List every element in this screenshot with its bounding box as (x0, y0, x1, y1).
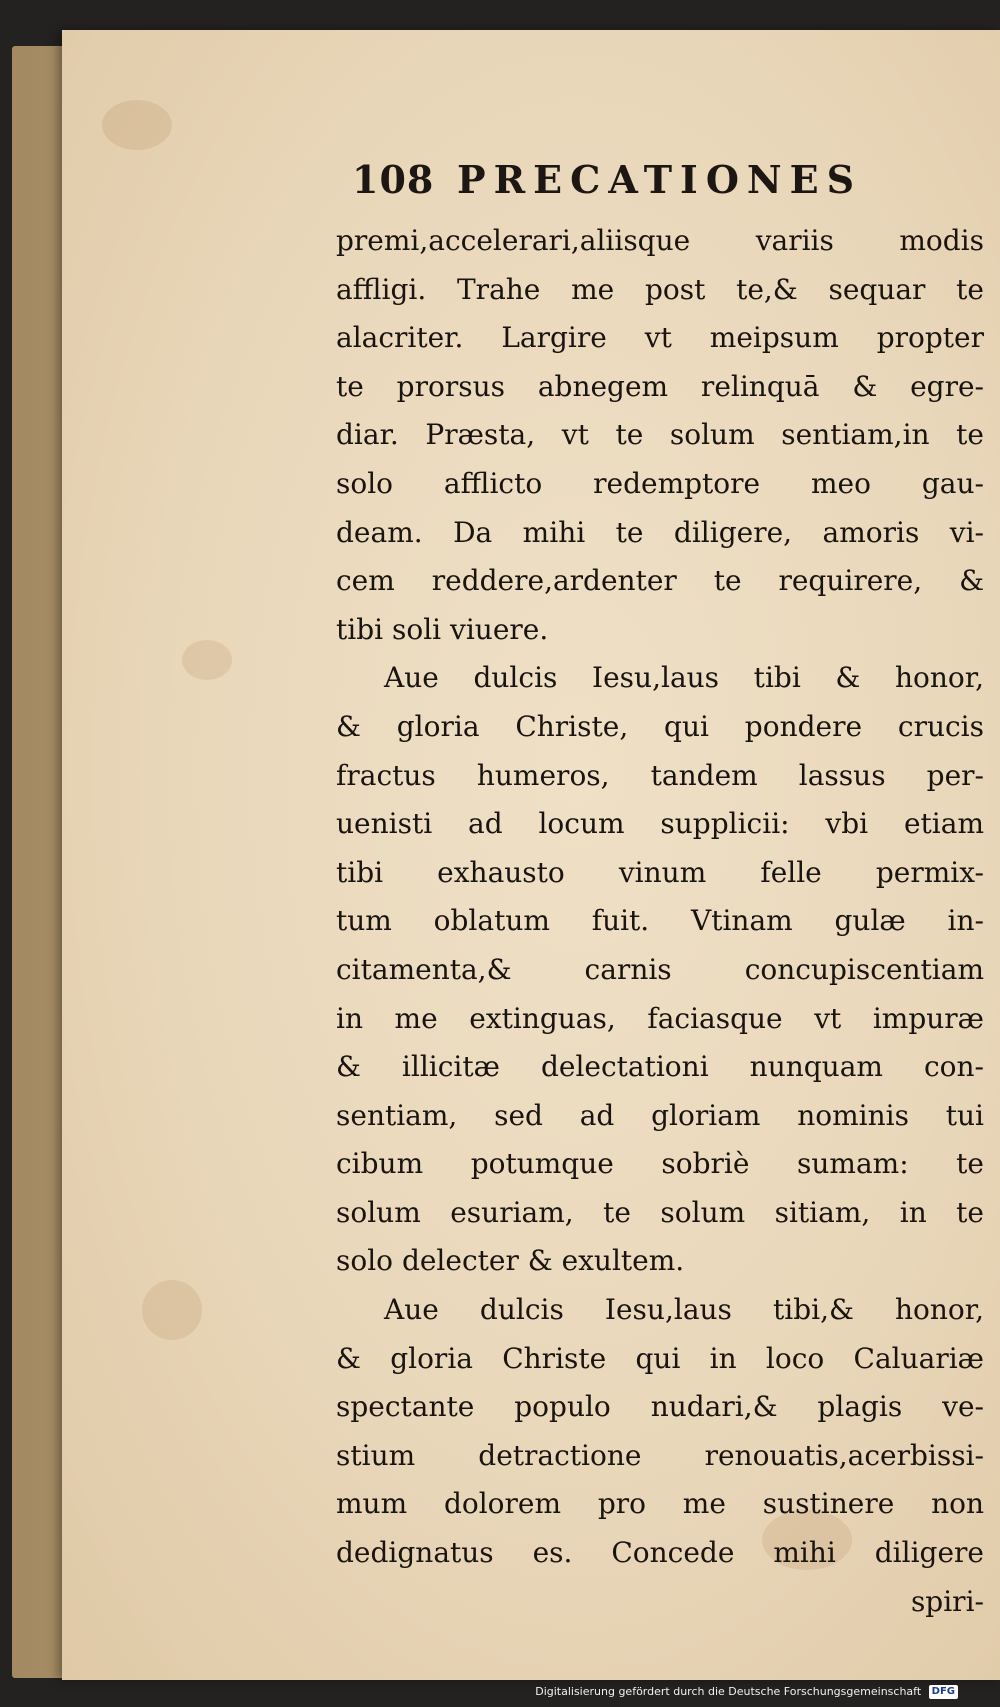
text-line: Aue dulcis Iesu,laus tibi,& honor, (384, 1293, 984, 1327)
text-line: te prorsus abnegem relinquā & egre- (336, 369, 984, 403)
text-line: cem reddere,ardenter te requirere, & (336, 564, 984, 598)
foxing-stain (102, 100, 172, 150)
digitization-credit (535, 1683, 958, 1701)
text-line: Aue dulcis Iesu,laus tibi & honor, (384, 661, 984, 695)
text-line: solum esuriam, te solum sitiam, in te (336, 1195, 984, 1229)
text-line: tibi exhausto vinum felle permix- (336, 855, 984, 889)
catchword: spiri- (910, 1584, 984, 1618)
text-line: deam. Da mihi te diligere, amoris vi- (336, 515, 984, 549)
text-line: fractus humeros, tandem lassus per- (336, 758, 984, 792)
text-line: solo afflicto redemptore meo gau- (336, 466, 984, 500)
text-line: & illicitæ delectationi nunquam con- (336, 1050, 984, 1084)
text-line: & gloria Christe qui in loco Caluariæ (336, 1341, 984, 1375)
text-line: tibi soli viuere. (336, 612, 549, 646)
foxing-stain (142, 1280, 202, 1340)
text-line: uenisti ad locum supplicii: vbi etiam (336, 807, 984, 841)
text-line: dedignatus es. Concede mihi diligere (336, 1536, 984, 1570)
text-line: sentiam, sed ad gloriam nominis tui (336, 1098, 984, 1132)
body-text (336, 217, 984, 1626)
text-line: stium detractione renouatis,acerbissi- (336, 1438, 984, 1472)
text-line: citamenta,& carnis concupiscentiam (336, 952, 984, 986)
running-title: PRECATIONES (457, 157, 863, 202)
text-line: premi,accelerari,aliisque variis modis (336, 224, 984, 257)
text-line: cibum potumque sobriè sumam: te (336, 1147, 984, 1181)
text-line: tum oblatum fuit. Vtinam gulæ in- (336, 904, 984, 938)
text-line: affligi. Trahe me post te,& sequar te (336, 272, 984, 306)
text-line: solo delecter & exultem. (336, 1244, 685, 1278)
text-line: in me extinguas, faciasque vt impuræ (336, 1001, 984, 1035)
text-line: spectante populo nudari,& plagis ve- (336, 1390, 984, 1424)
text-line: alacriter. Largire vt meipsum propter (336, 321, 984, 355)
page-number: 108 (352, 157, 435, 202)
credit-text: Digitalisierung gefördert durch die Deutsche Forschungsgemeinschaft (535, 1685, 922, 1698)
page-header (352, 157, 862, 211)
text-line: & gloria Christe, qui pondere crucis (336, 709, 984, 743)
text-line: diar. Præsta, vt te solum sentiam,in te (336, 418, 984, 452)
text-line: mum dolorem pro me sustinere non (336, 1487, 984, 1521)
foxing-stain (182, 640, 232, 680)
dfg-logo: DFG (929, 1685, 958, 1699)
